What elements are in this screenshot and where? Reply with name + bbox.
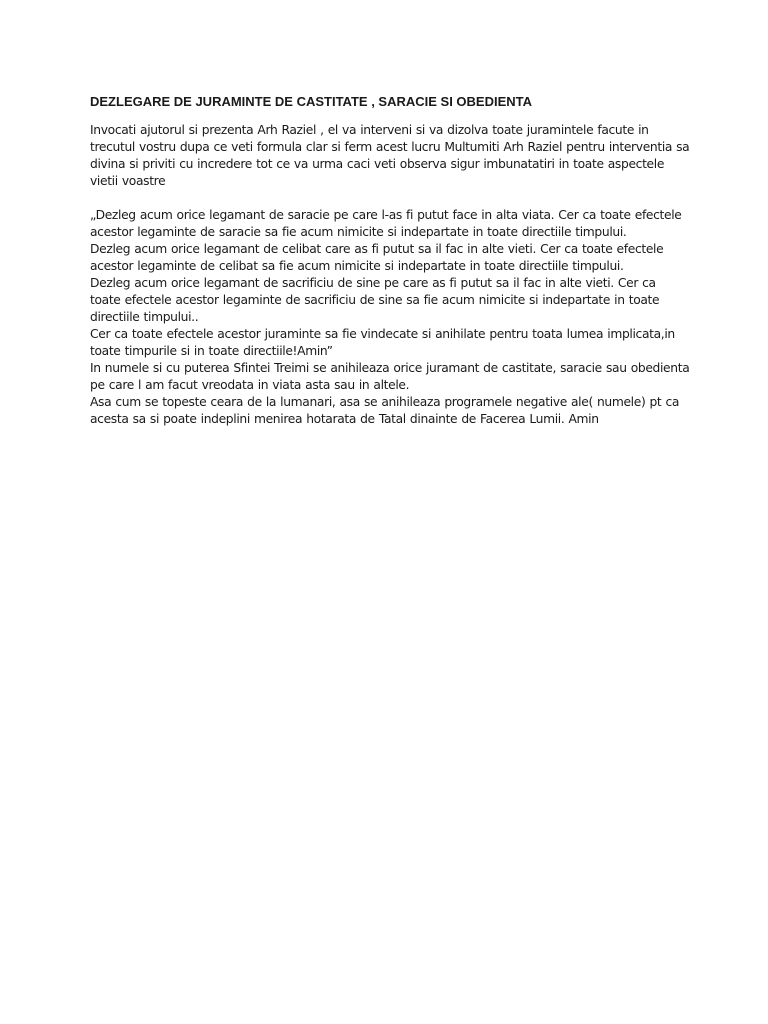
paragraph-self-sacrifice-vow: Dezleg acum orice legamant de sacrificiu de sine pe care as fi putut sa il fac in alte vieti. Cer ca toate efectele acestor legaminte de sacrificiu de sine sa fie acum nimicite si indepartate in toate directiile timpului.. xyxy=(90,276,660,324)
paragraph-celibacy-vow: Dezleg acum orice legamant de celibat care as fi putut sa il fac in alte vieti. Cer ca toate efectele acestor legaminte de celibat sa fie acum nimicite si indepartate in toate directiile timpului. xyxy=(90,242,664,273)
intro-paragraph: Invocati ajutorul si prezenta Arh Raziel , el va interveni si va dizolva toate juramintele facute in trecutul vostru dupa ce veti formula clar si ferm acest lucru Multumiti Arh Raziel pentru interventia sa divina si priviti cu incredere tot ce va urma caci veti observa sigur imbunatatiri in toate aspectele vietii voastre xyxy=(90,123,690,188)
paragraph-spacer xyxy=(90,190,690,207)
paragraph-poverty-vow: „Dezleg acum orice legamant de saracie pe care l-as fi putut face in alta viata. Cer ca toate efectele acestor legaminte de saracie sa fie acum nimicite si indepartate in toate directiile timpului. xyxy=(90,208,682,239)
paragraph-healing-request: Cer ca toate efectele acestor juraminte sa fie vindecate si anihilate pentru toata lumea implicata,in toate timpurile si in toate directiile!Amin” xyxy=(90,327,675,358)
document-title: DEZLEGARE DE JURAMINTE DE CASTITATE , SARACIE SI OBEDIENTA xyxy=(90,94,533,109)
paragraph-trinity-invocation: In numele si cu puterea Sfintei Treimi se anihileaza orice juramant de castitate, saracie sau obedienta pe care l am facut vreodata in viata asta sau in altele. xyxy=(90,361,690,392)
paragraph-closing: Asa cum se topeste ceara de la lumanari, asa se anihileaza programele negative ale( numele) pt ca acesta sa si poate indeplini menirea hotarata de Tatal dinainte de Facerea Lumii. Amin xyxy=(90,395,680,426)
document-page xyxy=(90,93,690,428)
